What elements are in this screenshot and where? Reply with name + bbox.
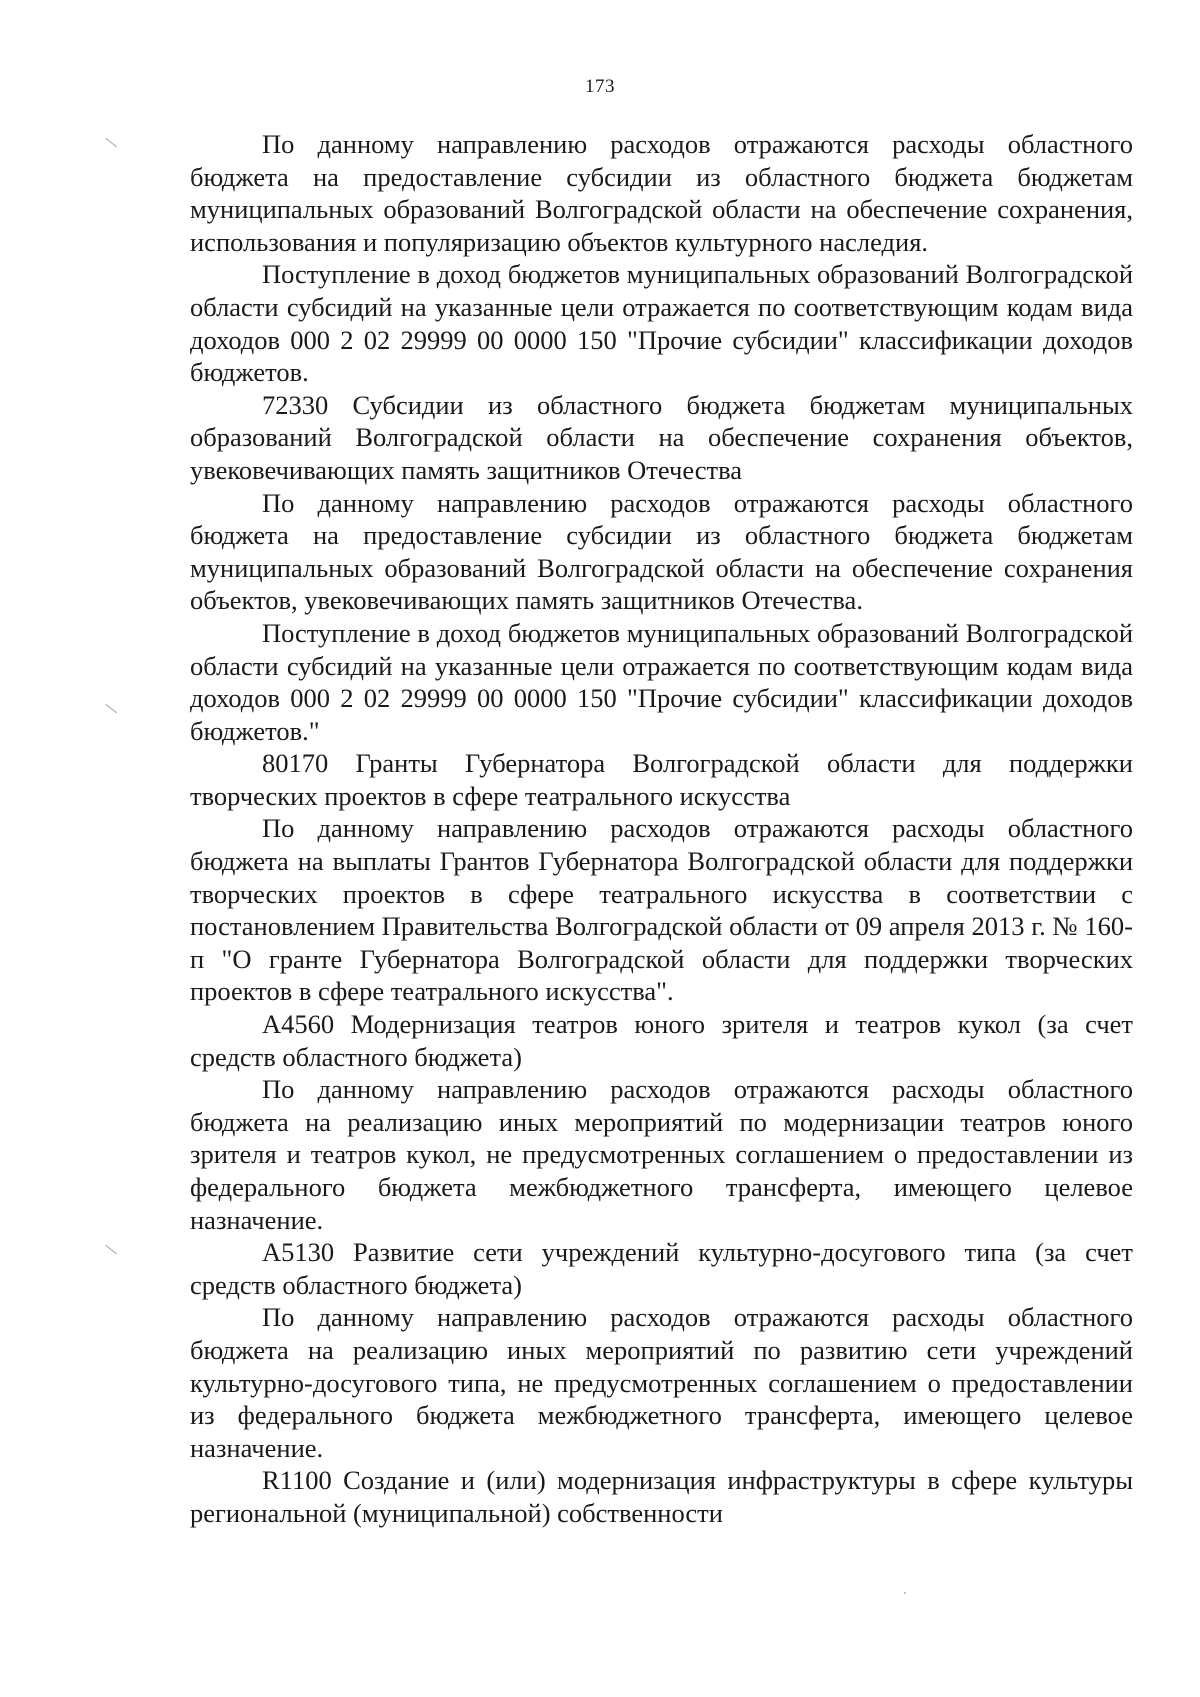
paragraph: По данному направлению расходов отражаются расходы областного бюджета на реализацию иных мероприятий по развитию сети учреждений культурно-досугового типа, не предусмотренных соглашением о предоставлении из федерального бюджета межбюджетного трансферта, имеющего целевое назначение. xyxy=(190,1302,1133,1463)
paragraph: По данному направлению расходов отражаются расходы областного бюджета на предоставление субсидии из областного бюджета бюджетам муниципальных образований Волгоградской области на обеспечение сохранения объектов, увековечивающих память защитников Отечества. xyxy=(190,487,1133,616)
paragraph: Поступление в доход бюджетов муниципальных образований Волгоградской области субсидий на указанные цели отражается по соответствующим кодам вида доходов 000 2 02 29999 00 0000 150 "Прочие субсидии" классификации доходов бюджетов." xyxy=(190,617,1133,746)
scan-artifact xyxy=(904,1592,906,1594)
paragraph: Поступление в доход бюджетов муниципальных образований Волгоградской области субсидий на указанные цели отражается по соответствующим кодам вида доходов 000 2 02 29999 00 0000 150 "Прочие субсидии" классификации доходов бюджетов. xyxy=(190,259,1133,388)
scan-artifact xyxy=(105,138,117,148)
scan-artifact xyxy=(105,1245,117,1255)
scan-artifact xyxy=(105,704,117,714)
section-heading: R1100 Создание и (или) модернизация инфраструктуры в сфере культуры региональной (муниципальной) собственности xyxy=(190,1465,1133,1528)
paragraph: По данному направлению расходов отражаются расходы областного бюджета на предоставление субсидии из областного бюджета бюджетам муниципальных образований Волгоградской области на обеспечение сохранения, использования и популяризацию объектов культурного наследия. xyxy=(190,129,1133,257)
section-heading: А4560 Модернизация театров юного зрителя и театров кукол (за счет средств областного бюджета) xyxy=(190,1009,1133,1072)
section-heading: 80170 Гранты Губернатора Волгоградской области для поддержки творческих проектов в сфере театрального искусства xyxy=(190,748,1133,811)
section-heading: А5130 Развитие сети учреждений культурно-досугового типа (за счет средств областного бюджета) xyxy=(190,1237,1133,1300)
page-number: 173 xyxy=(585,76,615,97)
paragraph: По данному направлению расходов отражаются расходы областного бюджета на реализацию иных мероприятий по модернизации театров юного зрителя и театров кукол, не предусмотренных соглашением о предоставлении из федерального бюджета межбюджетного трансферта, имеющего целевое назначение. xyxy=(190,1074,1133,1235)
section-heading: 72330 Субсидии из областного бюджета бюджетам муниципальных образований Волгоградской области на обеспечение сохранения объектов, увековечивающих память защитников Отечества xyxy=(190,389,1133,485)
paragraph: По данному направлению расходов отражаются расходы областного бюджета на выплаты Грантов Губернатора Волгоградской области для поддержки творческих проектов в сфере театрального искусства в соответствии с постановлением Правительства Волгоградской области от 09 апреля 2013 г. № 160-п "О гранте Губернатора Волгоградской области для поддержки творческих проектов в сфере театрального искусства". xyxy=(190,813,1133,1007)
document-body xyxy=(190,128,1133,1530)
